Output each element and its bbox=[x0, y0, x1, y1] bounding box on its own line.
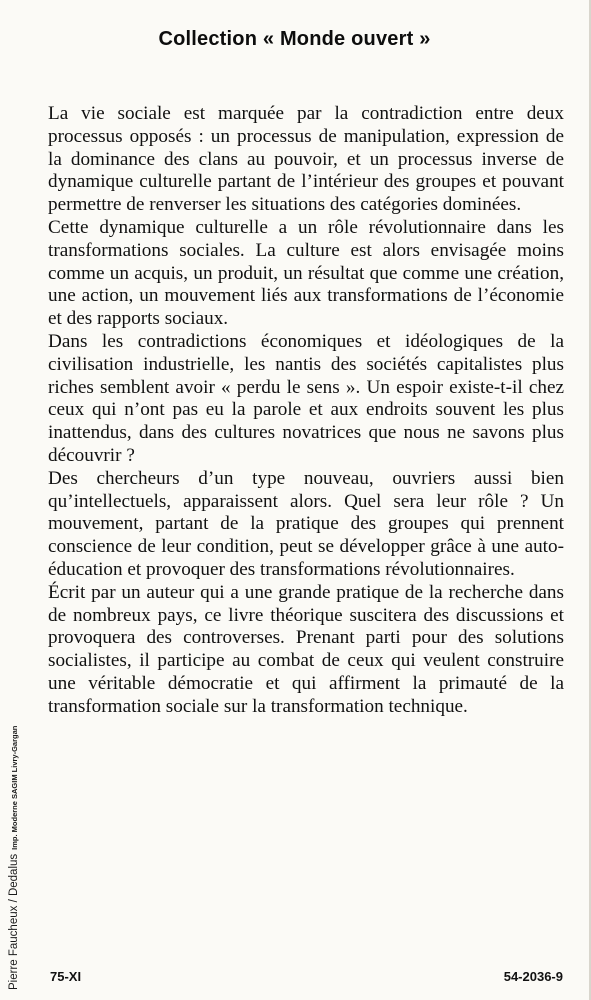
designer-credit: Pierre Faucheux / Dedalus bbox=[8, 853, 20, 990]
blurb-paragraph: Dans les contradictions économiques et idéologiques de la civilisation industrielle, les nantis des sociétés capitalistes plus riches semblent avoir « perdu le sens ». Un espoir existe-t-il chez ceux qui n’ont pas eu la parole et aux endroits souvent les plus inattendus, dans des cultures novatrices que nous ne savons plus découvrir ? bbox=[48, 330, 564, 466]
catalog-number: 54-2036-9 bbox=[503, 969, 563, 984]
vertical-credit bbox=[8, 680, 26, 990]
blurb-text bbox=[48, 103, 564, 719]
blurb-paragraph: Écrit par un auteur qui a une grande pratique de la recherche dans de nombreux pays, ce livre théorique suscitera des discussions et provoquera des controverses. Prenant parti pour des solutions socialistes, il participe au combat de ceux qui veulent construire une véritable démocratie et qui affirment la primauté de la transformation sociale sur la transformation technique. bbox=[48, 581, 564, 717]
blurb-paragraph: Cette dynamique culturelle a un rôle révolutionnaire dans les transformations sociales. La culture est alors envisagée moins comme un acquis, un produit, un résultat que comme une création, une action, un mouvement liés aux transformations de l’économie et des rapports sociaux. bbox=[48, 216, 564, 330]
printer-credit: Imp. Moderne SAGIM Livry-Gargan bbox=[10, 725, 19, 850]
blurb-paragraph: La vie sociale est marquée par la contradiction entre deux processus opposés : un processus de manipulation, expression de la dominance des clans au pouvoir, et un processus inverse de dynamique culturelle partant de l’intérieur des groupes et pouvant permettre de renverser les situations des catégories dominées. bbox=[48, 103, 564, 216]
series-code: 75-XI bbox=[50, 969, 82, 984]
blurb-paragraph: Des chercheurs d’un type nouveau, ouvriers aussi bien qu’intellectuels, apparaissent alors. Quel sera leur rôle ? Un mouvement, partant de la pratique des groupes qui prennent conscience de leur condition, peut se développer grâce à une auto-éducation et provoquer des transformations révolutionnaires. bbox=[48, 467, 564, 580]
collection-title: Collection « Monde ouvert » bbox=[158, 28, 431, 50]
